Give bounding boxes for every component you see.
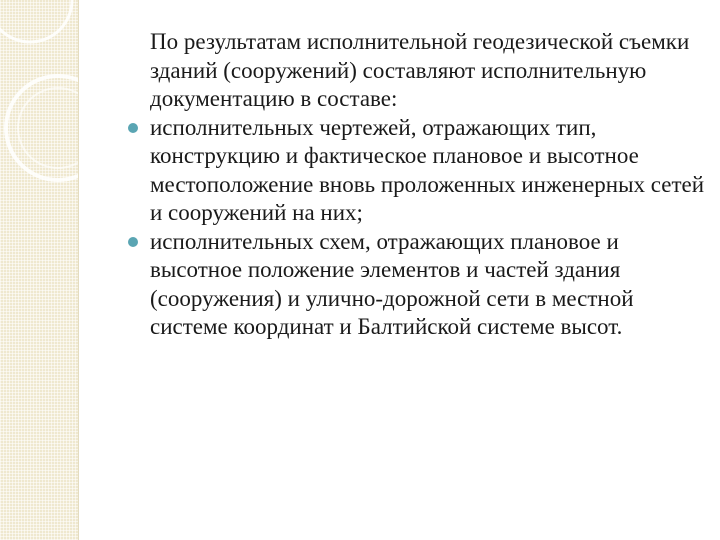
slide-content [128, 28, 708, 342]
circle-ornament-icon [0, 0, 78, 540]
band-divider [78, 0, 79, 540]
bullet-dot-icon [128, 123, 138, 133]
bullet-dot-icon [128, 237, 138, 247]
bullet-text: исполнительных схем, отражающих плановое и высотное положение элементов и частей здания (сооружения) и улично-дорожной сети в местной системе координат и Балтийской системе высот. [150, 228, 634, 339]
list-item [128, 114, 708, 228]
intro-paragraph: По результатам исполнительной геодезической съемки зданий (сооружений) составляют исполнительную документацию в составе: [150, 29, 690, 111]
decorative-side-band [0, 0, 78, 540]
list-item [128, 228, 708, 342]
bullet-text: исполнительных чертежей, отражающих тип, конструкцию и фактическое плановое и высотное местоположение вновь проложенных инженерных сетей и сооружений на них; [150, 114, 705, 225]
